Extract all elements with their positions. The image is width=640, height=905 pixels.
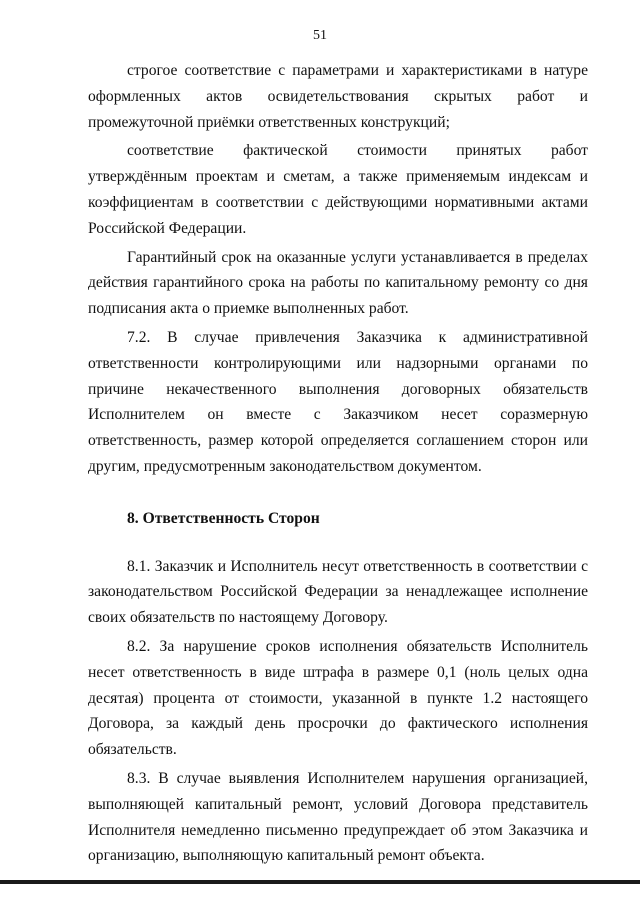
page-number: 51: [313, 28, 327, 43]
paragraph-clause-8-1: 8.1. Заказчик и Исполнитель несут ответственность в соответствии с законодательством Российской Федерации за ненадлежащее исполнение своих обязательств по настоящему Договору.: [88, 557, 588, 627]
paragraph-clause-7-2: 7.2. В случае привлечения Заказчика к административной ответственности контролирующими или надзорными органами по причине некачественного выполнения договорных обязательств Исполнителем он вместе с Заказчиком несет соразмерную ответственность, размер которой определяется соглашением сторон или другим, предусмотренным законодательством документом.: [88, 328, 588, 475]
paragraph-clause-8-2: 8.2. За нарушение сроков исполнения обязательств Исполнитель несет ответственность в виде штрафа в размере 0,1 (ноль целых одна десятая) процента от стоимости, указанной в пункте 1.2 настоящего Договора, за каждый день просрочки до фактического исполнения обязательств.: [88, 637, 588, 759]
scan-bottom-edge-line: [0, 880, 640, 884]
document-body: [88, 58, 588, 872]
paragraph-cost-compliance: соответствие фактической стоимости принятых работ утверждённым проектам и сметам, а также применяемым индексам и коэффициентам в соответствии с действующими нормативными актами Российской Федерации.: [88, 142, 588, 237]
paragraph-clause-8-3: 8.3. В случае выявления Исполнителем нарушения организацией, выполняющей капитальный ремонт, условий Договора представитель Исполнителя немедленно письменно предупреждает об этом Заказчика и организацию, выполняющую капитальный ремонт объекта.: [88, 769, 588, 865]
paragraph-warranty-period: Гарантийный срок на оказанные услуги устанавливается в пределах действия гарантийного срока на работы по капитальному ремонту со дня подписания акта о приемке выполненных работ.: [88, 248, 588, 318]
paragraph-strict-compliance: строгое соответствие с параметрами и характеристиками в натуре оформленных актов освидетельствования скрытых работ и промежуточной приёмки ответственных конструкций;: [88, 62, 588, 131]
section-heading: 8. Ответственность Сторон: [127, 509, 320, 527]
